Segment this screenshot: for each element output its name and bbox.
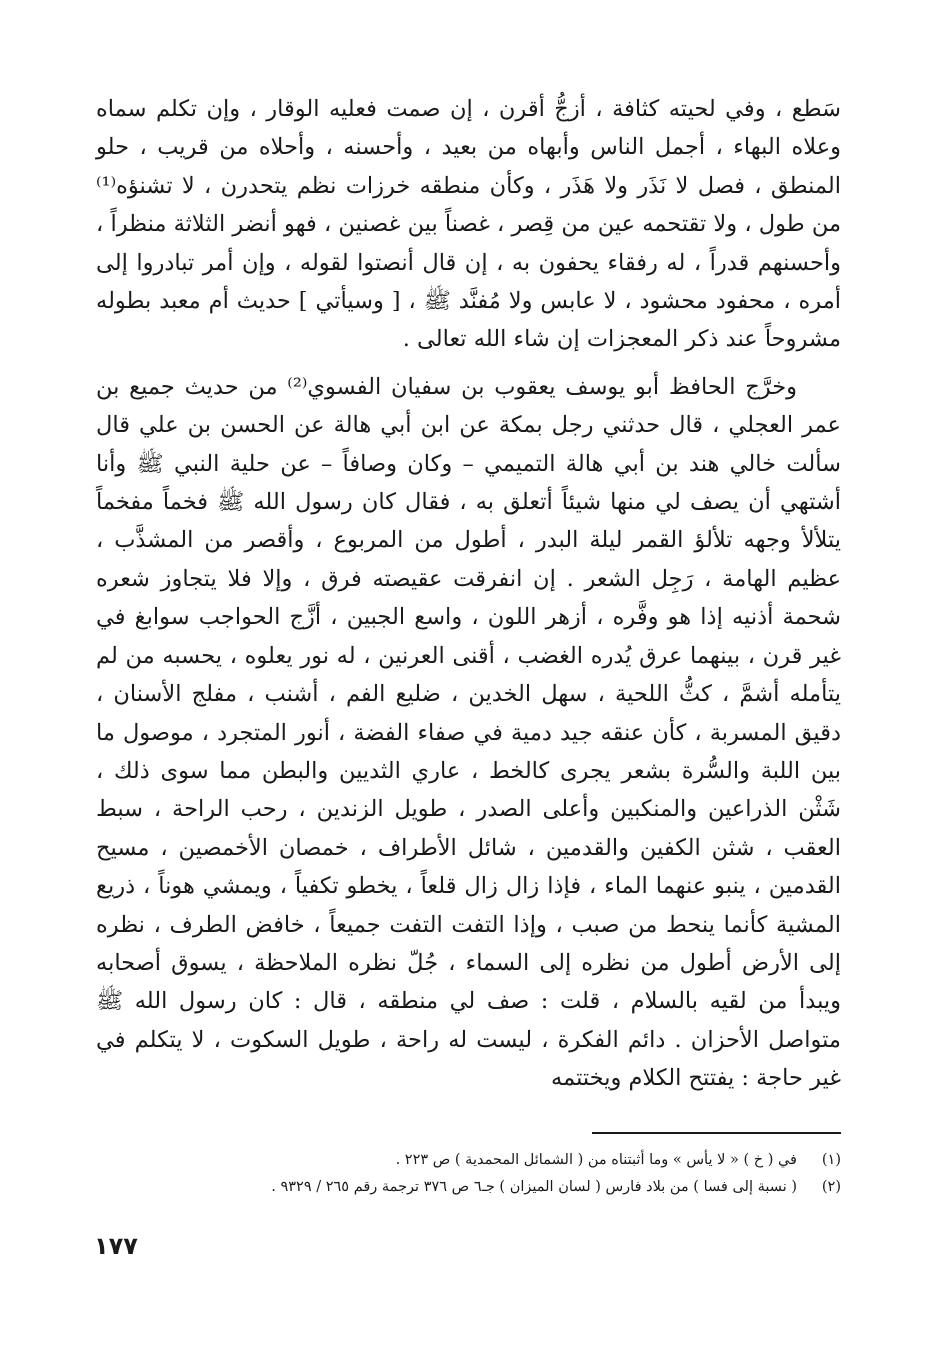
body-paragraph-1: سَطع ، وفي لحيته كثافة ، أزجُّ أقرن ، إن صمت فعليه الوقار ، وإن تكلم سماه وعلاه البهاء ، أجمل الناس وأبهاه من بعيد ، وأحسنه ، وأحلاه من قريب ، حلو المنطق ، فصل لا نَذَر ولا هَذَر ، وكأن منطقه خرزات نظم يتحدرن ، لا تشنؤه⁽¹⁾ من طول ، ولا تقتحمه عين من قِصر ، غصناً بين غصنين ، فهو أنضر الثلاثة منظراً ، وأحسنهم قدراً ، له رفقاء يحفون به ، إن قال أنصتوا لقوله ، وإن أمر تبادروا إلى أمره ، محفود محشود ، لا عابس ولا مُفنَّد ﷺ ، [ وسيأتي ] حديث أم معبد بطوله مشروحاً عند ذكر المعجزات إن شاء الله تعالى . [96,96,841,353]
footnote-number: (٢) [821,1179,841,1195]
page-number: ١٧٧ [94,1232,138,1260]
page-body [96,90,841,1098]
body-paragraph-2: وخرَّج الحافظ أبو يوسف يعقوب بن سفيان الفسوي⁽²⁾ من حديث جميع بن عمر العجلي ، قال حدثني رجل بمكة عن ابن أبي هالة عن الحسن بن علي قال سألت خالي هند بن أبي هالة التميمي – وكان وصافاً – عن حلية النبي ﷺ وأنا أشتهي أن يصف لي منها شيئاً أتعلق به ، فقال كان رسول الله ﷺ فخماً مفخماً يتلألأ وجهه تلألؤ القمر ليلة البدر ، أطول من المربوع ، وأقصر من المشذَّب ، عظيم الهامة ، رَجِل الشعر . إن انفرقت عقيصته فرق ، وإلا فلا يتجاوز شعره شحمة أذنيه إذا هو وفَّره ، أزهر اللون ، واسع الجبين ، أزَّج الحواجب سوابغ في غير قرن ، بينهما عرق يُدره الغضب ، أقنى العرنين ، له نور يعلوه ، يحسبه من لم يتأمله أشمَّ ، كثُّ اللحية ، سهل الخدين ، ضليع الفم ، أشنب ، مفلج الأسنان ، دقيق المسربة ، كأن عنقه جيد دمية في صفاء الفضة ، أنور المتجرد ، موصول ما بين اللبة والسُّرة بشعر يجرى كالخط ، عاري الثديين والبطن مما سوى ذلك ، شَثْن الذراعين والمنكبين وأعلى الصدر ، طويل الزندين ، رحب الراحة ، سبط العقب ، شثن الكفين والقدمين ، شائل الأطراف ، خمصان الأخمصين ، مسيح القدمين ، ينبو عنهما الماء ، فإذا زال زال قلعاً ، يخطو تكفياً ، ويمشي هوناً ، ذريع المشية كأنما ينحط من صبب ، وإذا التفت التفت جميعاً ، خافض الطرف ، نظره إلى الأرض أطول من نظره إلى السماء ، جُلّ نظره الملاحظة ، يسوق أصحابه ويبدأ من لقيه بالسلام ، قلت : صف لي منطقه ، قال : كان رسول الله ﷺ متواصل الأحزان . دائم الفكرة ، ليست له راحة ، طويل السكوت ، لا يتكلم في غير حاجة : يفتتح الكلام ويختتمه [96,373,841,1092]
footnotes [96,1147,841,1201]
footnote-1 [96,1147,841,1174]
footnote-divider [592,1132,841,1134]
footnote-number: (١) [821,1152,841,1168]
footnote-2 [96,1174,841,1201]
footnote-text: في ( خ ) « لا يأس » وما أثبتناه من ( الشمائل المحمدية ) ص ٢٢٣ . [395,1152,797,1168]
footnote-text: ( نسبة إلى فسا ) من بلاد فارس ( لسان الميزان ) جـ٦ ص ٣٧٦ ترجمة رقم ٢٦٥ / ٩٣٢٩ . [271,1179,797,1195]
